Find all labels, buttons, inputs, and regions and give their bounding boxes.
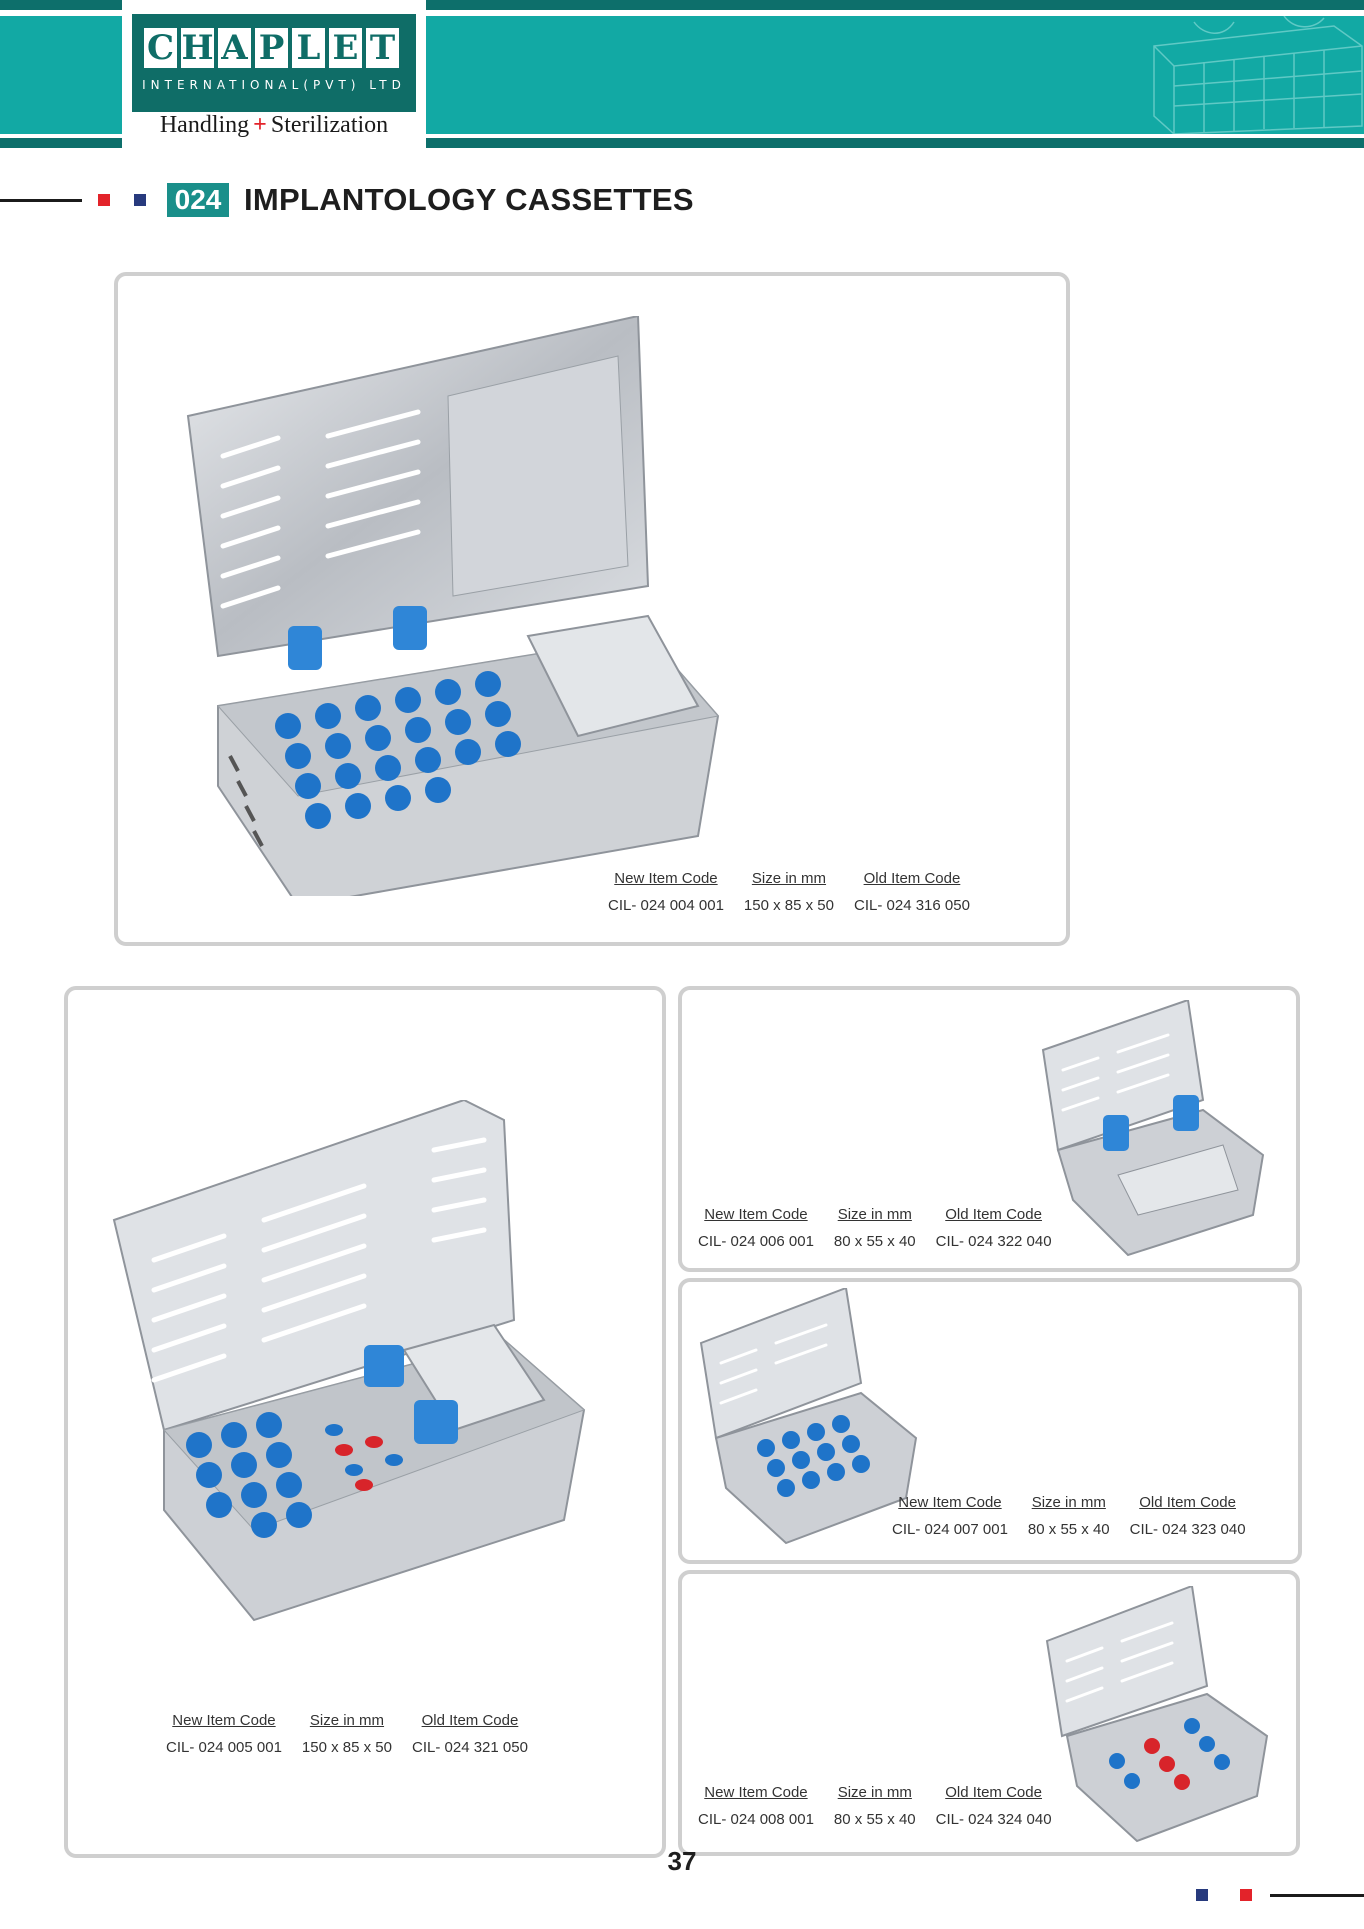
navy-square-bullet xyxy=(134,194,146,206)
section-code-badge: 024 xyxy=(167,183,229,217)
logo-letter: C xyxy=(144,28,177,68)
size-value: 150 x 85 x 50 xyxy=(743,897,834,914)
size-label: Size in mm xyxy=(837,1206,912,1223)
product-panel-024-004 xyxy=(114,272,1070,946)
size-value: 150 x 85 x 50 xyxy=(301,1739,392,1756)
old-item-code-label: Old Item Code xyxy=(421,1712,519,1729)
new-item-code: CIL- 024 005 001 xyxy=(166,1739,282,1756)
logo-letter: A xyxy=(218,28,251,68)
section-title: IMPLANTOLOGY CASSETTES xyxy=(244,182,694,217)
product-info-024-005 xyxy=(166,1712,528,1756)
red-square-bullet xyxy=(1240,1889,1252,1901)
wire-basket-outline-icon xyxy=(1134,16,1364,134)
new-item-code-label: New Item Code xyxy=(704,1206,808,1223)
logo-letter: T xyxy=(366,28,399,68)
product-panel-024-005 xyxy=(64,986,666,1858)
new-item-code-label: New Item Code xyxy=(898,1494,1002,1511)
old-item-code: CIL- 024 322 040 xyxy=(935,1233,1052,1250)
steel-cassette-illustration-icon xyxy=(1042,1586,1278,1848)
old-item-code-label: Old Item Code xyxy=(863,870,961,887)
product-info-024-007 xyxy=(892,1494,1246,1538)
steel-cassette-illustration-icon xyxy=(178,316,738,896)
new-item-code: CIL- 024 008 001 xyxy=(698,1811,814,1828)
new-item-code: CIL- 024 004 001 xyxy=(608,897,724,914)
tagline-left: Handling xyxy=(159,112,250,138)
navy-square-bullet xyxy=(1196,1889,1208,1901)
logo-letter: E xyxy=(329,28,362,68)
size-label: Size in mm xyxy=(1031,1494,1106,1511)
size-label: Size in mm xyxy=(309,1712,385,1729)
old-item-code: CIL- 024 321 050 xyxy=(412,1739,528,1756)
old-item-code: CIL- 024 323 040 xyxy=(1129,1521,1246,1538)
new-item-code-label: New Item Code xyxy=(172,1712,276,1729)
steel-cassette-illustration-icon xyxy=(104,1100,624,1630)
title-rule-left xyxy=(0,199,82,202)
old-item-code: CIL- 024 316 050 xyxy=(854,897,970,914)
new-item-code: CIL- 024 006 001 xyxy=(698,1233,814,1250)
size-label: Size in mm xyxy=(751,870,827,887)
product-panel-024-008 xyxy=(678,1570,1300,1856)
old-item-code-label: Old Item Code xyxy=(1139,1494,1236,1511)
logo-letter: P xyxy=(255,28,288,68)
logo-plate xyxy=(132,14,416,112)
product-panel-024-007 xyxy=(678,1278,1302,1564)
footer-rule-right xyxy=(1270,1894,1364,1897)
logo-wordmark xyxy=(144,28,399,68)
old-item-code-label: Old Item Code xyxy=(945,1206,1042,1223)
tagline-plus: + xyxy=(253,112,267,138)
product-info-024-008 xyxy=(698,1784,1052,1828)
new-item-code-label: New Item Code xyxy=(704,1784,808,1801)
tagline-right: Sterilization xyxy=(270,112,389,138)
company-logo xyxy=(122,0,426,150)
logo-subtitle: INTERNATIONAL(PVT) LTD xyxy=(142,78,406,92)
header-banner xyxy=(0,0,1364,148)
logo-letter: L xyxy=(292,28,325,68)
new-item-code-label: New Item Code xyxy=(614,870,718,887)
product-info-024-006 xyxy=(698,1206,1052,1250)
size-label: Size in mm xyxy=(837,1784,912,1801)
red-square-bullet xyxy=(98,194,110,206)
logo-letter: H xyxy=(181,28,214,68)
page-number: 37 xyxy=(667,1846,697,1876)
size-value: 80 x 55 x 40 xyxy=(833,1233,916,1250)
old-item-code-label: Old Item Code xyxy=(945,1784,1042,1801)
size-value: 80 x 55 x 40 xyxy=(833,1811,916,1828)
logo-tagline xyxy=(122,112,426,139)
product-info-024-004 xyxy=(608,870,970,914)
product-panel-024-006 xyxy=(678,986,1300,1272)
size-value: 80 x 55 x 40 xyxy=(1027,1521,1110,1538)
steel-cassette-illustration-icon xyxy=(1038,1000,1278,1262)
new-item-code: CIL- 024 007 001 xyxy=(892,1521,1008,1538)
old-item-code: CIL- 024 324 040 xyxy=(935,1811,1052,1828)
